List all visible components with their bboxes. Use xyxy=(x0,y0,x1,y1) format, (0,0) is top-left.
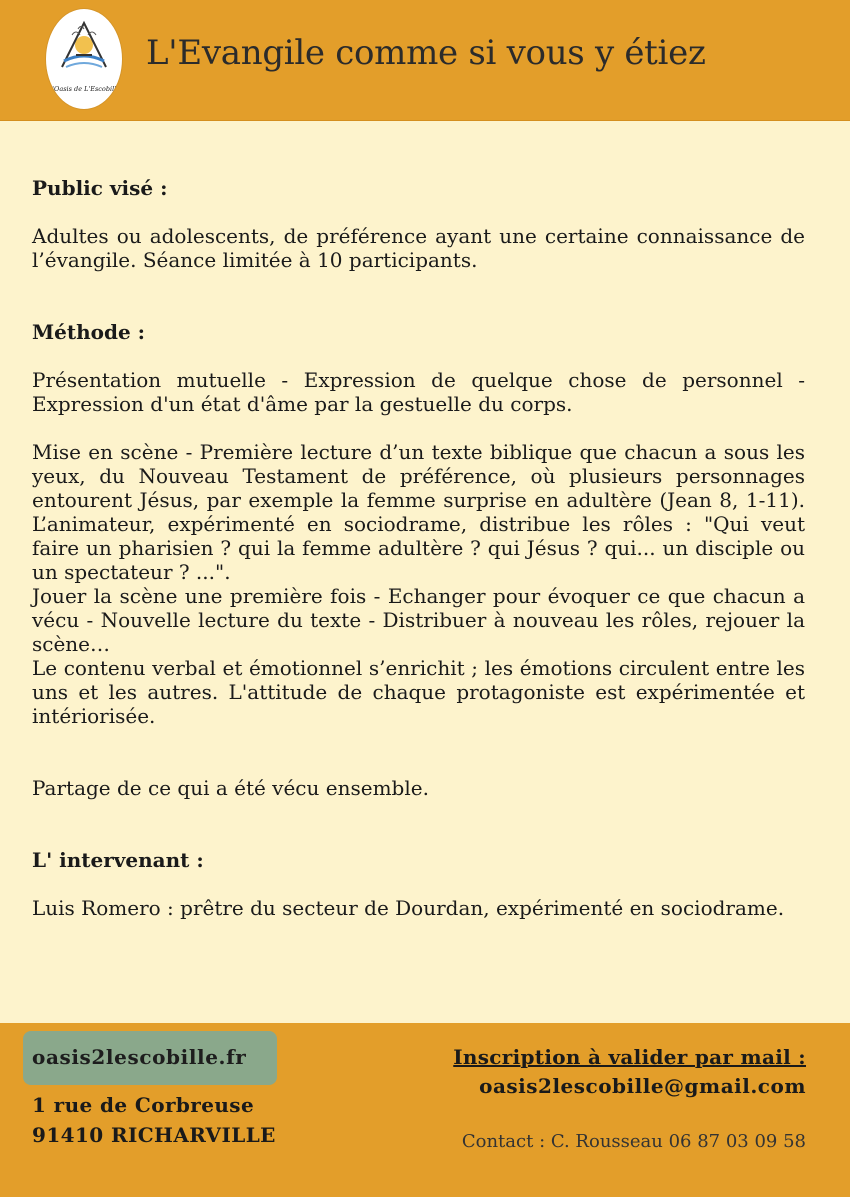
spacer xyxy=(32,416,805,440)
main-content xyxy=(32,176,805,920)
contact-text: Contact : C. Rousseau 06 87 03 09 58 xyxy=(461,1131,806,1152)
page-title: L'Evangile comme si vous y étiez xyxy=(146,33,706,73)
methode-paragraph-4: Le contenu verbal et émotionnel s’enrichit ; les émotions circulent entre les uns et les autres. L'attitude de chaque protagoniste est expérimentée et intériorisée. xyxy=(32,656,805,728)
public-heading: Public visé : xyxy=(32,176,168,200)
website-box[interactable] xyxy=(23,1031,277,1085)
header-band xyxy=(0,0,850,121)
spacer xyxy=(32,272,805,320)
oasis-logo-icon xyxy=(46,9,122,109)
methode-paragraph-1: Présentation mutuelle - Expression de quelque chose de personnel - Expression d'un état d'âme par la gestuelle du corps. xyxy=(32,368,805,416)
website-link[interactable]: oasis2lescobille.fr xyxy=(32,1045,247,1069)
methode-paragraph-5: Partage de ce qui a été vécu ensemble. xyxy=(32,776,429,800)
email-link[interactable]: oasis2lescobille@gmail.com xyxy=(479,1074,806,1098)
intervenant-heading: L' intervenant : xyxy=(32,848,204,872)
methode-paragraph-3: Jouer la scène une première fois - Echanger pour évoquer ce que chacun a vécu - Nouvelle lecture du texte - Distribuer à nouveau les rôles, rejouer la scène… xyxy=(32,584,805,656)
address-line-2: 91410 RICHARVILLE xyxy=(32,1123,276,1147)
footer-band xyxy=(0,1023,850,1197)
inscription-label: Inscription à valider par mail : xyxy=(453,1045,806,1069)
logo-graphic xyxy=(54,15,114,85)
methode-paragraph-2: Mise en scène - Première lecture d’un texte biblique que chacun a sous les yeux, du Nouveau Testament de préférence, où plusieurs personnages entourent Jésus, par exemple la femme surprise en adultère (Jean 8, 1-11). L’animateur, expérimenté en sociodrame, distribue les rôles : "Qui veut faire un pharisien ? qui la femme adultère ? qui Jésus ? qui... un disciple ou un spectateur ? ...". xyxy=(32,440,805,584)
address-line-1: 1 rue de Corbreuse xyxy=(32,1093,255,1117)
spacer xyxy=(32,728,805,776)
intervenant-text: Luis Romero : prêtre du secteur de Dourdan, expérimenté en sociodrame. xyxy=(32,896,785,920)
spacer xyxy=(32,800,805,848)
public-text: Adultes ou adolescents, de préférence ayant une certaine connaissance de l’évangile. Séance limitée à 10 participants. xyxy=(32,224,805,272)
methode-heading: Méthode : xyxy=(32,320,146,344)
logo-caption: L'Oasis de L'Escobille xyxy=(47,85,121,93)
